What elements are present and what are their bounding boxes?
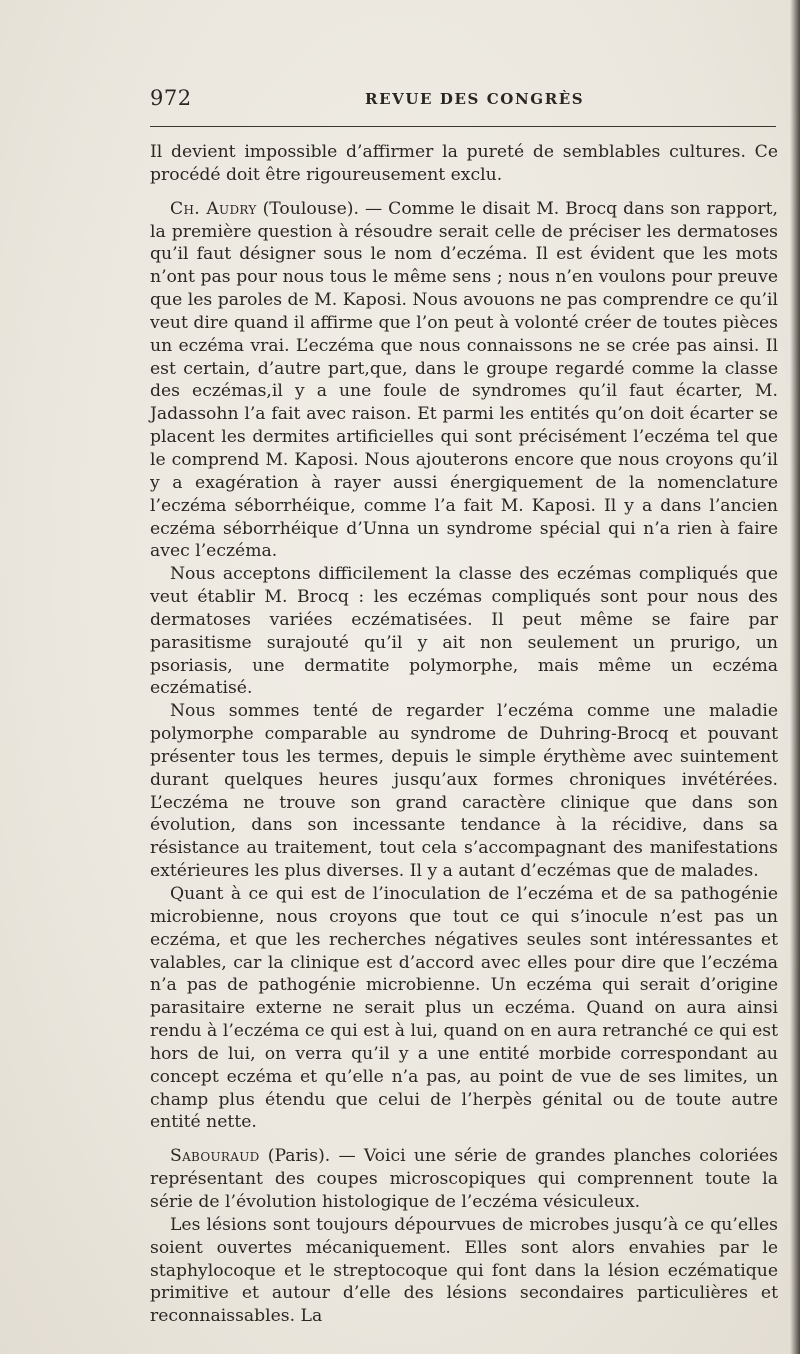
page-edge-shadow xyxy=(790,0,800,1354)
header-rule xyxy=(150,126,776,127)
running-header xyxy=(150,82,780,116)
paragraph: Les lésions sont toujours dépourvues de microbes jusqu’à ce qu’elles soient ouvertes mécaniquement. Elles sont alors envahies par le staphylocoque et le streptocoque qui font dans la lésion eczématique primitive et autour d’elle des lésions secondaires particulières et reconnaissables. La xyxy=(150,1214,778,1327)
paragraph: Nous sommes tenté de regarder l’eczéma comme une maladie polymorphe comparable au syndrome de Duhring-Brocq et pouvant présenter tous les termes, depuis le simple érythème avec suintement durant quelques heures jusqu’aux formes chroniques invétérées. L’eczéma ne trouve son grand caractère clinique que dans son évolution, dans son incessante tendance à la récidive, dans sa résistance au traitement, tout cela s’accompagnant des manifestations extérieures les plus diverses. Il y a autant d’eczémas que de malades. xyxy=(150,701,778,882)
paragraph: Quant à ce qui est de l’inoculation de l’eczéma et de sa pathogénie microbienne, nous croyons que tout ce qui s’inocule n’est pas un eczéma, et que les recherches négatives seules sont intéressantes et valables, car la clinique est d’accord avec elles pour dire que l’eczéma n’a pas de pathogénie microbienne. Un eczéma qui serait d’origine parasitaire externe ne serait plus un eczéma. Quand on aura ainsi rendu à l’eczéma ce qui est à lui, quand on en aura retranché ce qui est hors de lui, on verra qu’il y a une entité morbide correspondant au concept eczéma et qu’elle n’a pas, au point de vue de ses limites, un champ plus étendu que celui de l’herpès génital ou de toute autre entité nette. xyxy=(150,884,778,1133)
page-number: 972 xyxy=(150,86,192,110)
paragraph: Nous acceptons difficilement la classe des eczémas compliqués que veut établir M. Brocq : les eczémas compliqués sont pour nous des dermatoses variées eczématisées. Il peut même se faire par parasitisme surajouté qu’il y ait non seulement un prurigo, un psoriasis, une dermatite polymorphe, mais même un eczéma eczématisé. xyxy=(150,564,778,699)
speaker-name: Ch. Audry xyxy=(170,198,257,219)
article-body xyxy=(150,141,778,1328)
paragraph: Ch. Audry (Toulouse). — Comme le disait M. Brocq dans son rapport, la première question à résoudre serait celle de préciser les dermatoses qu’il faut désigner sous le nom d’eczéma. Il est évident que les mots n’ont pas pour nous tous le même sens ; nous n’en voulons pour preuve que les paroles de M. Kaposi. Nous avouons ne pas comprendre ce qu’il veut dire quand il affirme que l’on peut à volonté créer de toutes pièces un eczéma vrai. L’eczéma que nous connaissons ne se crée pas ainsi. Il est certain, d’autre part,que, dans le groupe regardé comme la classe des eczémas,il y a une foule de syndromes qu’il faut écarter, M. Jadassohn l’a fait avec raison. Et parmi les entités qu’on doit écarter se placent les dermites artificielles qui sont précisément l’eczéma tel que le comprend M. Kaposi. Nous ajouterons encore que nous croyons qu’il y a exagération à rayer aussi énergiquement de la nomenclature l’eczéma séborrhéique, comme l’a fait M. Kaposi. Il y a dans l’ancien eczéma séborrhéique d’Unna un syndrome spécial qui n’a rien à faire avec l’eczéma. xyxy=(150,198,779,562)
paragraph: Sabouraud (Paris). — Voici une série de grandes planches coloriées représentant des coupes microscopiques qui comprennent toute la série de l’évolution histologique de l’eczéma vésiculeux. xyxy=(150,1146,778,1212)
speaker-name: Sabouraud xyxy=(170,1146,260,1167)
running-title: REVUE DES CONGRÈS xyxy=(365,90,585,108)
paragraph: Il devient impossible d’affirmer la pureté de semblables cultures. Ce procédé doit être rigoureusement exclu. xyxy=(150,142,778,185)
